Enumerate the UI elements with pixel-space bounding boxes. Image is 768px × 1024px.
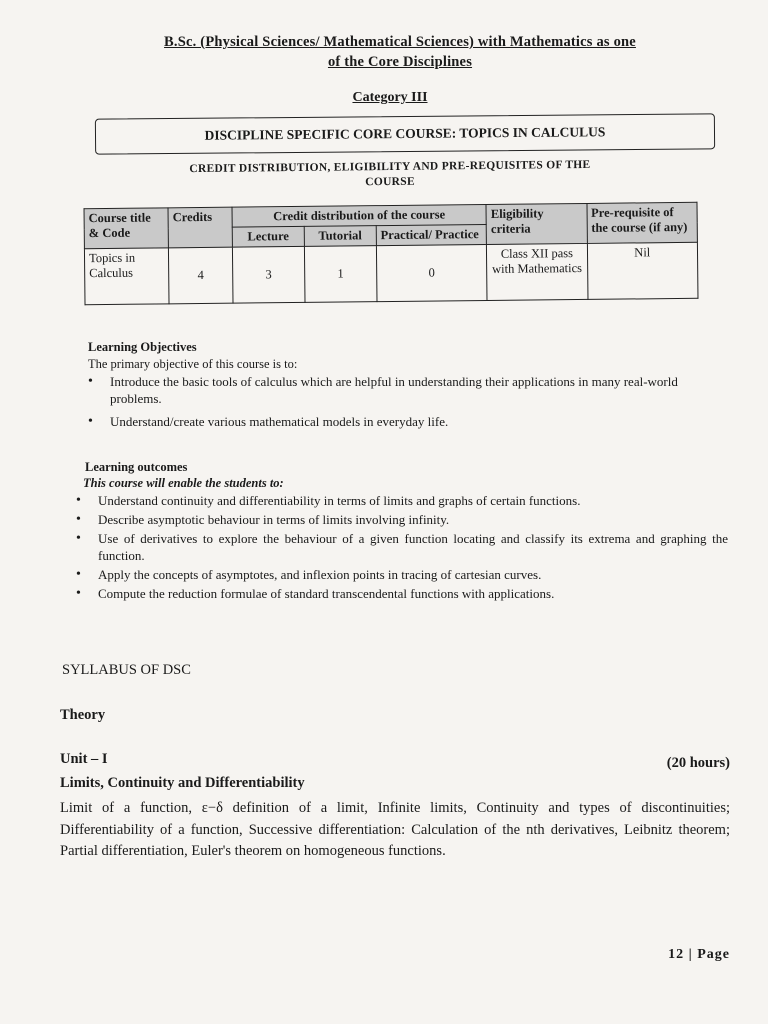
learning-outcomes-heading: Learning outcomes [85,460,188,474]
learning-objectives-intro: The primary objective of this course is to: [88,357,298,371]
header-practical: Practical/ Practice [376,224,487,245]
program-title-line1: B.Sc. (Physical Sciences/ Mathematical Sciences) with Mathematics as one [164,34,636,50]
cell-practical: 0 [376,244,487,301]
learning-objectives-heading: Learning Objectives [88,340,197,354]
credit-distribution-table [84,202,699,305]
cell-tutorial: 1 [304,246,377,303]
program-title-line2: of the Core Disciplines [327,54,473,70]
theory-heading: Theory [60,707,106,723]
page-number: 12 | Page [668,947,730,962]
header-lecture: Lecture [232,226,304,247]
unit-topic: Limits, Continuity and Differentiability [60,775,305,791]
cell-course-title: Topics in Calculus [84,248,169,305]
course-title-box [95,113,715,154]
credit-distribution-heading [110,157,670,193]
category-label: Category III [352,90,428,105]
unit-hours: (20 hours) [666,755,730,771]
unit-heading: Unit – I [60,751,108,767]
learning-objectives-list [110,373,715,436]
cell-lecture: 3 [232,246,305,303]
header-course-title: Course title & Code [84,208,169,249]
syllabus-heading: SYLLABUS OF DSC [62,662,191,678]
cell-prerequisite: Nil [587,242,698,299]
credit-heading-line1: CREDIT DISTRIBUTION, ELIGIBILITY AND PRE-REQUISITES OF THE [189,158,591,176]
list-item: • Understand continuity and differentiability in terms of limits and graphs of certain functions. [98,492,728,509]
list-item: • Apply the concepts of asymptotes, and inflexion points in tracing of cartesian curves. [98,566,728,583]
header-tutorial: Tutorial [304,226,376,247]
header-credit-distribution: Credit distribution of the course [232,205,487,228]
course-title-text: DISCIPLINE SPECIFIC CORE COURSE: TOPICS IN CALCULUS [204,124,606,143]
header-credits: Credits [168,207,232,248]
cell-eligibility: Class XII pass with Mathematics [487,243,588,300]
credit-heading-line2: COURSE [365,175,415,189]
list-item: • Use of derivatives to explore the behaviour of a given function locating and classify its extrema and graphing the function. [98,530,728,564]
list-item: • Understand/create various mathematical models in everyday life. [110,413,715,430]
header-eligibility: Eligibility criteria [486,203,587,244]
list-item: • Introduce the basic tools of calculus which are helpful in understanding their applications in many real-world problems. [110,373,715,407]
learning-outcomes-intro: This course will enable the students to: [83,476,284,490]
learning-outcomes-list [98,492,728,604]
header-prerequisite: Pre-requisite of the course (if any) [587,202,698,243]
cell-credits: 4 [169,247,233,304]
unit-content: Limit of a function, ε−δ definition of a limit, Infinite limits, Continuity and types of discontinuities; Differentiability of a function, Successive differentiation: Calculation of the nth derivatives, Leibnitz theorem; Partial differentiation, Euler's theorem on homogeneous functions. [60,800,730,859]
list-item: • Compute the reduction formulae of standard transcendental functions with applications. [98,585,728,602]
list-item: • Describe asymptotic behaviour in terms of limits involving infinity. [98,511,728,528]
